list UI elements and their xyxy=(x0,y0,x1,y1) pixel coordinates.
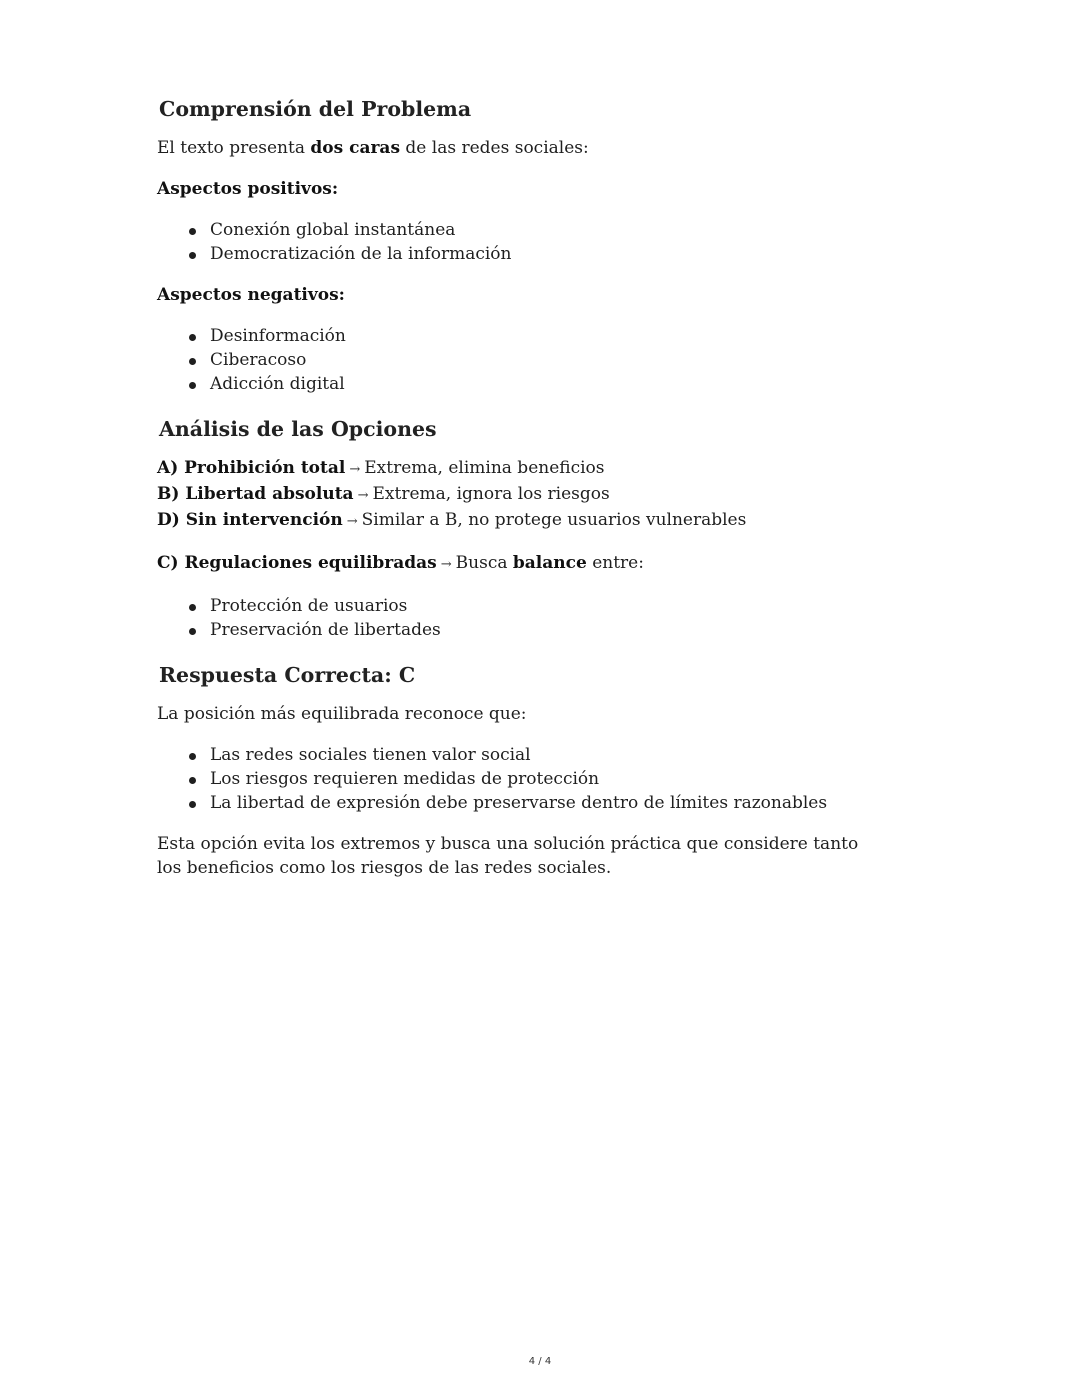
list-item: Protección de usuarios xyxy=(187,594,917,618)
list-item: Preservación de libertades xyxy=(187,618,917,642)
section-heading-comprension: Comprensión del Problema xyxy=(159,97,472,121)
list-item: Adicción digital xyxy=(187,372,917,396)
section-heading-analisis: Análisis de las Opciones xyxy=(159,417,437,441)
option-c-list xyxy=(157,594,917,642)
arrow-icon: → xyxy=(349,462,361,477)
arrow-icon: → xyxy=(346,514,358,529)
list-item: La libertad de expresión debe preservarse dentro de límites razonables xyxy=(187,791,917,815)
option-line-b: B) Libertad absoluta → Extrema, ignora los riesgos xyxy=(157,484,610,504)
conclusion-paragraph: Esta opción evita los extremos y busca una solución práctica que considere tanto los beneficios como los riesgos de las redes sociales. xyxy=(157,834,859,878)
negativos-label: Aspectos negativos: xyxy=(157,285,345,305)
option-line-a: A) Prohibición total → Extrema, elimina beneficios xyxy=(157,458,605,478)
arrow-icon: → xyxy=(440,557,452,572)
section-heading-respuesta: Respuesta Correcta: C xyxy=(159,663,416,687)
respuesta-list xyxy=(157,743,917,815)
intro-text-post: de las redes sociales: xyxy=(405,138,589,158)
respuesta-intro: La posición más equilibrada reconoce que: xyxy=(157,704,527,724)
negativos-list xyxy=(157,324,917,396)
page-number: 4 / 4 xyxy=(528,1356,552,1367)
list-item: Democratización de la información xyxy=(187,242,917,266)
list-item: Ciberacoso xyxy=(187,348,917,372)
list-item: Las redes sociales tienen valor social xyxy=(187,743,917,767)
option-line-d: D) Sin intervención → Similar a B, no protege usuarios vulnerables xyxy=(157,510,747,530)
option-line-c: C) Regulaciones equilibradas → Busca balance entre: xyxy=(157,553,644,573)
arrow-icon: → xyxy=(357,488,369,503)
list-item: Conexión global instantánea xyxy=(187,218,917,242)
comprension-intro xyxy=(157,136,917,160)
list-item: Desinformación xyxy=(187,324,917,348)
positivos-list xyxy=(157,218,917,266)
positivos-label: Aspectos positivos: xyxy=(157,179,339,199)
intro-text-pre: El texto presenta xyxy=(157,138,305,158)
intro-text-bold: dos caras xyxy=(310,138,401,158)
document-page xyxy=(157,94,917,880)
list-item: Los riesgos requieren medidas de protección xyxy=(187,767,917,791)
